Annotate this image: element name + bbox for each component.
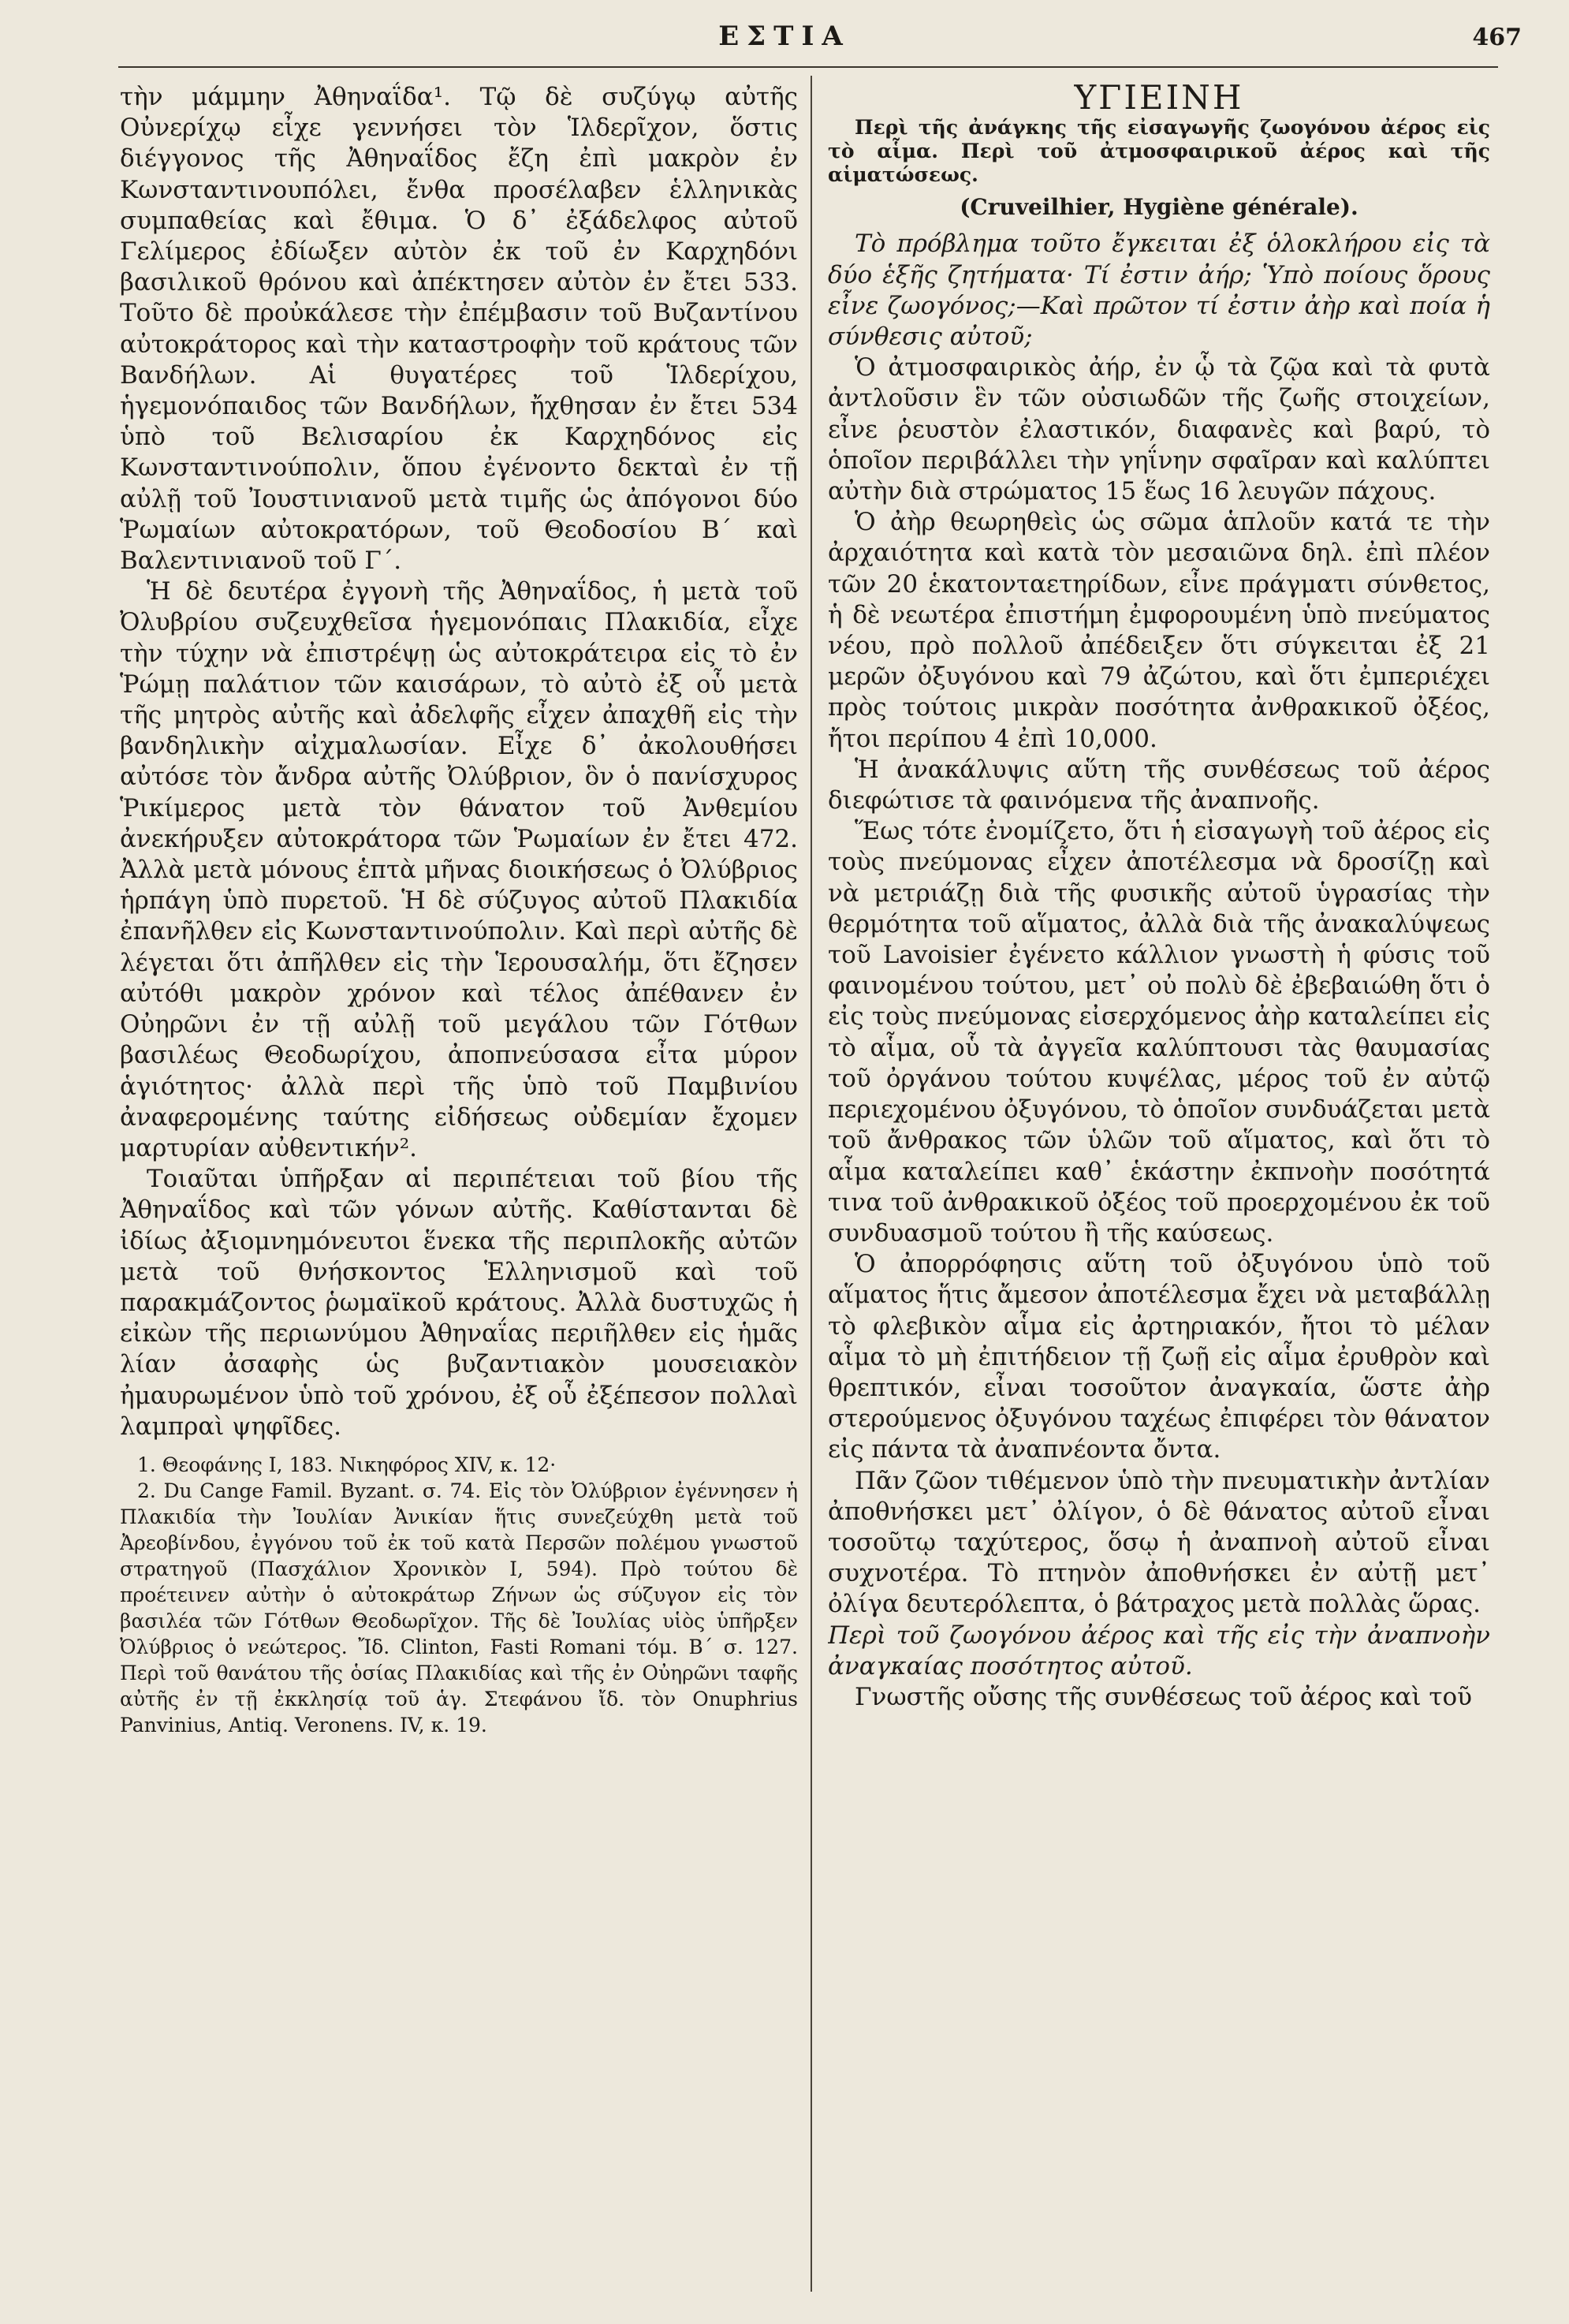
page-number: 467 — [1472, 24, 1522, 51]
section-title: ΥΓΙΕΙΝΗ — [1074, 82, 1244, 117]
left-column — [120, 82, 798, 2290]
closing-line: Γνωστῆς οὔσης τῆς συνθέσεως τοῦ ἀέρος καὶ τοῦ — [855, 1682, 1473, 1711]
article-source: (Cruveilhier, Hygiène générale). — [960, 194, 1358, 221]
article-subheading: Περὶ τῆς ἀνάγκης τῆς εἰσαγωγῆς ζωογόνου ἀέρος εἰς τὸ αἷμα. Περὶ τοῦ ἀτμοσφαιρικοῦ ἀέρος καὶ τῆς αἱματώσεως. — [828, 116, 1490, 187]
right-paragraph-6: Πᾶν ζῶον τιθέμενον ὑπὸ τὴν πνευματικὴν ἀντλίαν ἀποθνήσκει μετ᾽ ὀλίγον, ὁ δὲ θάνατος αὐτοῦ εἶναι τοσοῦτῳ ταχύτερος, ὅσῳ ἡ ἀναπνοὴ αὐτοῦ εἶναι συχνοτέρα. Τὸ πτηνὸν ἀποθνήσκει ἐν αὐτῇ μετ᾽ ὀλίγα δευτερόλεπτα, ὁ βάτραχος μετὰ πολλὰς ὥρας. — [828, 1466, 1490, 1619]
right-paragraph-3: Ἡ ἀνακάλυψις αὕτη τῆς συνθέσεως τοῦ ἀέρος διεφώτισε τὰ φαινόμενα τῆς ἀναπνοῆς. — [828, 755, 1490, 815]
running-title: ΕΣΤΙΑ — [718, 21, 851, 52]
subsection-heading: Περὶ τοῦ ζωογόνου ἀέρος καὶ τῆς εἰς τὴν ἀναπνοὴν ἀναγκαίας ποσότητος αὐτοῦ. — [828, 1621, 1490, 1681]
left-paragraph-1: τὴν μάμμην Ἀθηναΐδα¹. Τῷ δὲ συζύγῳ αὐτῆς Οὐνερίχῳ εἶχε γεννήσει τὸν Ἱλδερῖχον, ὅστις διέγγονος τῆς Ἀθηναΐδος ἔζη ἐπὶ μακρὸν ἐν Κωνσταντινουπόλει, ἔνθα προσέλαβεν ἑλληνικὰς συμπαθείας καὶ ἔθιμα. Ὁ δ᾽ ἐξάδελφος αὐτοῦ Γελίμερος ἐδίωξεν αὐτὸν ἐκ τοῦ ἐν Καρχηδόνι βασιλικοῦ θρόνου καὶ ἀπέκτησεν αὐτὸν ἐν ἔτει 533. Τοῦτο δὲ προὐκάλεσε τὴν ἐπέμβασιν τοῦ Βυζαντίνου αὐτοκράτορος καὶ τὴν καταστροφὴν τοῦ κράτους τῶν Βανδήλων. Αἱ θυγατέρες τοῦ Ἱλδερίχου, ἡγεμονόπαιδος τῶν Βανδήλων, ἤχθησαν ἐν ἔτει 534 ὑπὸ τοῦ Βελισαρίου ἐκ Καρχηδόνος εἰς Κωνσταντινούπολιν, ὅπου ἐγένοντο δεκταὶ ἐν τῇ αὐλῇ τοῦ Ἰουστινιανοῦ μετὰ τιμῆς ὡς ἀπόγονοι δύο Ῥωμαίων αὐτοκρατόρων, τοῦ Θεοδοσίου Β´ καὶ Βαλεντινιανοῦ τοῦ Γ´. — [120, 83, 798, 576]
footnote-1: 1. Θεοφάνης I, 183. Νικηφόρος XIV, κ. 12· — [137, 1453, 557, 1476]
right-column — [828, 82, 1490, 2290]
footnotes — [120, 1452, 798, 1738]
page-header — [0, 0, 1569, 63]
column-divider — [811, 76, 812, 2292]
left-paragraph-3: Τοιαῦται ὑπῆρξαν αἱ περιπέτειαι τοῦ βίου τῆς Ἀθηναΐδος καὶ τῶν γόνων αὐτῆς. Καθίστανται δὲ ἰδίως ἀξιομνημόνευτοι ἕνεκα τῆς περιπλοκῆς αὐτῶν μετὰ τοῦ θνήσκοντος Ἑλληνισμοῦ καὶ τοῦ παρακμάζοντος ῥωμαϊκοῦ κράτους. Ἀλλὰ δυστυχῶς ἡ εἰκὼν τῆς περιωνύμου Ἀθηναΐας περιῆλθεν εἰς ἡμᾶς λίαν ἀσαφὴς ὡς βυζαντιακὸν μουσειακὸν ἠμαυρωμένον ὑπὸ τοῦ χρόνου, ἐξ οὗ ἐξέπεσον πολλαὶ λαμπραὶ ψηφῖδες. — [120, 1165, 798, 1441]
right-paragraph-1: Ὁ ἀτμοσφαιρικὸς ἀήρ, ἐν ᾧ τὰ ζῷα καὶ τὰ φυτὰ ἀντλοῦσιν ἓν τῶν οὐσιωδῶν τῆς ζωῆς στοιχείων, εἶνε ῥευστὸν ἐλαστικόν, διαφανὲς καὶ βαρύ, τὸ ὁποῖον περιβάλλει τὴν γηΐνην σφαῖραν καὶ καλύπτει αὐτὴν διὰ στρώματος 15 ἕως 16 λευγῶν πάχους. — [828, 353, 1490, 506]
right-paragraph-4: Ἕως τότε ἐνομίζετο, ὅτι ἡ εἰσαγωγὴ τοῦ ἀέρος εἰς τοὺς πνεύμονας εἶχεν ἀποτέλεσμα νὰ δροσίζῃ καὶ νὰ μετριάζῃ διὰ τῆς φυσικῆς αὐτοῦ ὑγρασίας τὴν θερμότητα τοῦ αἵματος, ἀλλὰ διὰ τῆς ἀνακαλύψεως τοῦ Lavoisier ἐγένετο κάλλιον γνωστὴ ἡ φύσις τοῦ φαινομένου τούτου, μετ᾽ οὐ πολὺ δὲ ἐβεβαιώθη ὅτι ὁ εἰς τοὺς πνεύμονας εἰσερχόμενος ἀὴρ καταλείπει εἰς τὸ αἷμα, οὗ τὰ ἀγγεῖα καλύπτουσι τὰς θαυμασίας τοῦ ὀργάνου τούτου κυψέλας, μέρος τοῦ ἐν αὐτῷ περιεχομένου ὀξυγόνου, τὸ ὁποῖον συνδυάζεται μετὰ τοῦ ἄνθρακος τῶν ὑλῶν τοῦ αἵματος, καὶ ὅτι τὸ αἷμα καταλείπει καθ᾽ ἑκάστην ἐκπνοὴν ποσότητά τινα τοῦ ἀνθρακικοῦ ὀξέος τοῦ προερχομένου ἐκ τοῦ συνδυασμοῦ τούτου ἢ τῆς καύσεως. — [828, 817, 1490, 1248]
article-intro: Τὸ πρόβλημα τοῦτο ἔγκειται ἐξ ὁλοκλήρου εἰς τὰ δύο ἑξῆς ζητήματα· Τί ἐστιν ἀήρ; Ὑπὸ ποίους ὅρους εἶνε ζωογόνος;—Καὶ πρῶτον τί ἐστιν ἀὴρ καὶ ποία ἡ σύνθεσις αὐτοῦ; — [828, 229, 1490, 352]
right-paragraph-2: Ὁ ἀὴρ θεωρηθεὶς ὡς σῶμα ἁπλοῦν κατά τε τὴν ἀρχαιότητα καὶ κατὰ τὸν μεσαιῶνα δηλ. ἐπὶ πλέον τῶν 20 ἑκατονταετηρίδων, εἶνε πράγματι σύνθετος, ἡ δὲ νεωτέρα ἐπιστήμη ἐμφορουμένη ὑπὸ πνεύματος νέου, πρὸ πολλοῦ ἀπέδειξεν ὅτι σύγκειται ἐξ 21 μερῶν ὀξυγόνου καὶ 79 ἀζώτου, καὶ ὅτι ἐμπεριέχει πρὸς τούτοις μικρὰν ποσότητα ἀνθρακικοῦ ὀξέος, ἤτοι περίπου 4 ἐπὶ 10,000. — [828, 508, 1490, 753]
left-paragraph-2: Ἡ δὲ δευτέρα ἐγγονὴ τῆς Ἀθηναΐδος, ἡ μετὰ τοῦ Ὀλυβρίου συζευχθεῖσα ἡγεμονόπαις Πλακιδία, εἶχε τὴν τύχην νὰ ἐπιστρέψῃ ὡς αὐτοκράτειρα εἰς τὸ ἐν Ῥώμῃ παλάτιον τῶν καισάρων, τὸ αὐτὸ ἐξ οὗ μετὰ τῆς μητρὸς αὐτῆς καὶ ἀδελφῆς εἶχεν ἀπαχθῆ εἰς τὴν βανδηλικὴν αἰχμαλωσίαν. Εἶχε δ᾽ ἀκολουθήσει αὐτόσε τὸν ἄνδρα αὐτῆς Ὀλύβριον, ὃν ὁ πανίσχυρος Ῥικίμερος μετὰ τὸν θάνατον τοῦ Ἀνθεμίου ἀνεκήρυξεν αὐτοκράτορα τῶν Ῥωμαίων ἐν ἔτει 472. Ἀλλὰ μετὰ μόνους ἑπτὰ μῆνας διοικήσεως ὁ Ὀλύβριος ἡρπάγη ὑπὸ πυρετοῦ. Ἡ δὲ σύζυγος αὐτοῦ Πλακιδία ἐπανῆλθεν εἰς Κωνσταντινούπολιν. Καὶ περὶ αὐτῆς δὲ λέγεται ὅτι ἀπῆλθεν εἰς τὴν Ἱερουσαλήμ, ὅτι ἔζησεν αὐτόθι μακρὸν χρόνον καὶ τέλος ἀπέθανεν ἐν Οὐηρῶνι ἐν τῇ αὐλῇ τοῦ μεγάλου τῶν Γότθων βασιλέως Θεοδωρίχου, ἀποπνεύσασα εἶτα μύρον ἁγιότητος· ἀλλὰ περὶ τῆς ὑπὸ τοῦ Παμβινίου ἀναφερομένης ταύτης εἰδήσεως οὐδεμίαν ἔχομεν μαρτυρίαν αὐθεντικήν². — [120, 577, 798, 1162]
header-rule — [118, 66, 1498, 68]
footnote-2: 2. Du Cange Famil. Byzant. σ. 74. Εἰς τὸν Ὀλύβριον ἐγέννησεν ἡ Πλακιδία τὴν Ἰουλίαν Ἀνικίαν ἥτις συνεζεύχθη μετὰ τοῦ Ἀρεοβίνδου, ἐγγόνου τοῦ ἐκ τοῦ κατὰ Περσῶν πολέμου γνωστοῦ στρατηγοῦ (Πασχάλιον Χρονικὸν I, 594). Πρὸ τούτου δὲ προέτεινεν αὐτὴν ὁ αὐτοκράτωρ Ζήνων ὡς σύζυγον εἰς τὸν βασιλέα τῶν Γότθων Θεοδωρῖχον. Τῆς δὲ Ἰουλίας υἱὸς ὑπῆρξεν Ὀλύβριος ὁ νεώτερος. Ἴδ. Clinton, Fasti Romani τόμ. Β´ σ. 127. Περὶ τοῦ θανάτου τῆς ὁσίας Πλακιδίας καὶ τῆς ἐν Οὐηρῶνι ταφῆς αὐτῆς ἐν τῇ ἐκκλησίᾳ τοῦ ἁγ. Στεφάνου ἴδ. τὸν Onuphrius Panvinius, Antiq. Veronens. IV, κ. 19. — [120, 1479, 798, 1736]
right-paragraph-5: Ὁ ἀπορρόφησις αὕτη τοῦ ὀξυγόνου ὑπὸ τοῦ αἵματος ἥτις ἄμεσον ἀποτέλεσμα ἔχει νὰ μεταβάλλῃ τὸ φλεβικὸν αἷμα εἰς ἀρτηριακόν, ἤτοι τὸ μέλαν αἷμα τὸ μὴ ἐπιτήδειον τῇ ζωῇ εἰς αἷμα ἐρυθρὸν καὶ θρεπτικόν, εἶναι τοσοῦτον ἀναγκαία, ὥστε ἀὴρ στερούμενος ὀξυγόνου ταχέως ἐπιφέρει τὸν θάνατον εἰς πάντα τὰ ἀναπνέοντα ὄντα. — [828, 1250, 1490, 1464]
